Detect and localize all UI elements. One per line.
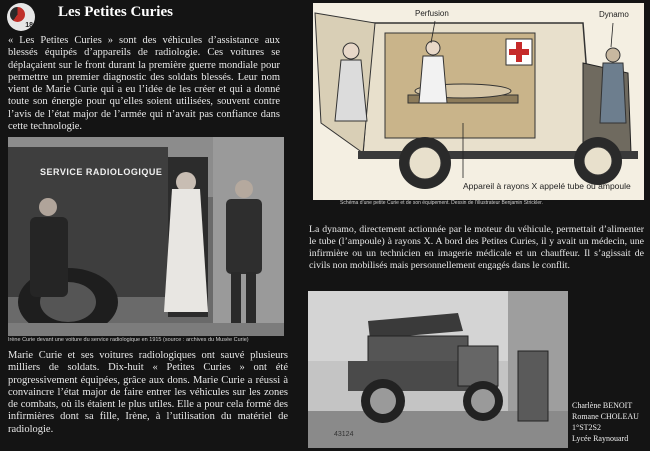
illustration-caption: Schéma d’une petite Curie et de son équipement. Dessin de l’illustrateur Benjamin Strickler. [340,200,543,206]
credit-line: 1°ST2S2 [572,423,601,432]
intro-paragraph: « Les Petites Curies » sont des véhicules d’assistance aux blessés équipés d’appareils de radiologie. Ces voitures se déplaçaient sur le front durant la première guerre mondiale pour permettre un premier diagnostic des soldats blessés. Leur nom vient de Marie Curie qui a eu l’idée de les créer et qui a donné toute son énergie pour qu’elles soient utilisées, souvent contre l’avis de l’état major de l’armée qui n’avait pas confiance dans cette technologie. [8,35,280,133]
pie-chart-logo-icon [10,7,25,22]
credits [572,400,648,444]
page-title: Les Petites Curies [58,4,173,20]
plate-number: 43124 [334,431,354,438]
vehicle-sign: SERVICE RADIOLOGIQUE [40,167,163,177]
credit-line: Romane CHOLEAU [572,412,639,421]
photo1-caption: Irène Curie devant une voiture du service radiologique en 1915 (source : archives du Musée Curie) [8,337,249,343]
label-perfusion: Perfusion [415,9,449,18]
credit-line: Lycée Raynouard [572,434,629,443]
photo-vintage-vehicle [308,291,568,448]
label-dynamo: Dynamo [599,10,629,19]
logo-number: 18 [25,22,33,29]
second-paragraph: Marie Curie et ses voitures radiologiques ont sauvé plusieurs milliers de soldats. Dix-huit « Petites Curies » ont été progressivement équipées, grâce aux dons. Marie Curie a réussi à convaincre l’état major de faire entrer les véhicules sur les zones de combats, où ils étaient le plus utiles. Elle a pour cela formé des infirmières dont sa fille, Irène, à l’utilisation du matériel de radiologie. [8,350,288,435]
photo-irene-curie [8,137,284,336]
label-xray-tube: Appareil à rayons X appelé tube ou ampoule [463,181,631,191]
credit-line: Charlène BENOIT [572,401,633,410]
vehicle-illustration [313,3,644,200]
dynamo-paragraph: La dynamo, directement actionnée par le moteur du véhicule, permettait d’alimenter le tube (l’ampoule) à rayons X. A bord des Petites Curies, il y avait un médecin, une infirmière ou un technicien en imagerie médicale et un chauffeur. Il s’agissait de civils non mobilisés mais personnellement engagés dans le conflit. [309,224,644,271]
logo [7,3,35,31]
